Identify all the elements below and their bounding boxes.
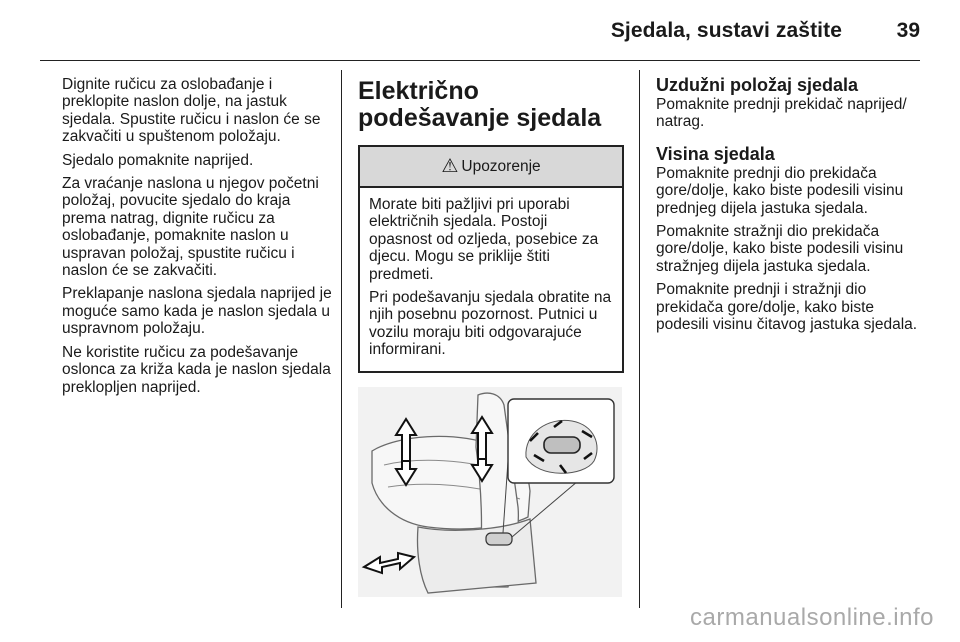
column-divider-2 [639, 70, 640, 608]
column-2 [358, 76, 624, 597]
section-heading: Električno podešavanje sjedala [358, 77, 602, 132]
paragraph: Ne koristite ručicu za podešavanje oslonca za križa kada je naslon sjedala preklopljen naprijed. [62, 343, 331, 396]
warning-triangle-icon: ⚠ [441, 155, 459, 177]
column-3 [656, 76, 928, 339]
warning-paragraph: Pri podešavanju sjedala obratite na njih posebnu pozornost. Putnici u vozilu moraju biti odgovarajuće informirani. [369, 289, 612, 359]
header-divider [40, 60, 920, 61]
subheading-longitudinal: Uzdužni položaj sjedala [656, 75, 859, 95]
column-divider-1 [341, 70, 342, 608]
seat-illustration-svg [358, 387, 622, 597]
page-number: 39 [896, 19, 920, 42]
paragraph: Pomaknite prednji dio prekidača gore/dolje, kako biste podesili visinu prednjeg dijela jastuka sjedala. [656, 164, 904, 217]
warning-box [358, 145, 624, 373]
warning-title: Upozorenje [461, 157, 541, 175]
page-header [0, 0, 960, 62]
section-title: Sjedala, sustavi zaštite [610, 19, 842, 42]
watermark: carmanualsonline.info [690, 604, 934, 631]
paragraph: Pomaknite prednji prekidač naprijed/ natrag. [656, 96, 907, 131]
paragraph: Za vraćanje naslona u njegov početni položaj, povucite sjedalo do kraja prema natrag, dignite ručicu za oslobađanje, pomaknite naslon u uspravan položaj, spustite ručicu i naslon će se zakvačiti. [62, 175, 319, 280]
seat-adjustment-illustration [358, 387, 622, 597]
warning-body [360, 188, 622, 371]
warning-paragraph: Morate biti pažljivi pri uporabi električnih sjedala. Postoji opasnost od ozljeda, posebice za djecu. Mogu se priklije štiti predmeti. [369, 196, 599, 283]
paragraph: Sjedalo pomaknite naprijed. [62, 151, 254, 169]
paragraph: Pomaknite stražnji dio prekidača gore/dolje, kako biste podesili visinu stražnjeg dijela jastuka sjedala. [656, 223, 904, 275]
warning-header [360, 147, 622, 188]
paragraph: Pomaknite prednji i stražnji dio prekidača gore/dolje, kako biste podesili visinu čitavog jastuka sjedala. [656, 281, 918, 334]
subheading-seat-height: Visina sjedala [656, 143, 775, 164]
paragraph: Dignite ručicu za oslobađanje i preklopite naslon dolje, na jastuk sjedala. Spustite ručicu i naslon će se zakvačiti u spuštenom položaju. [62, 76, 321, 146]
column-1 [62, 76, 334, 402]
paragraph: Preklapanje naslona sjedala naprijed je moguće samo kada je naslon sjedala u uspravnom položaju. [62, 285, 332, 338]
